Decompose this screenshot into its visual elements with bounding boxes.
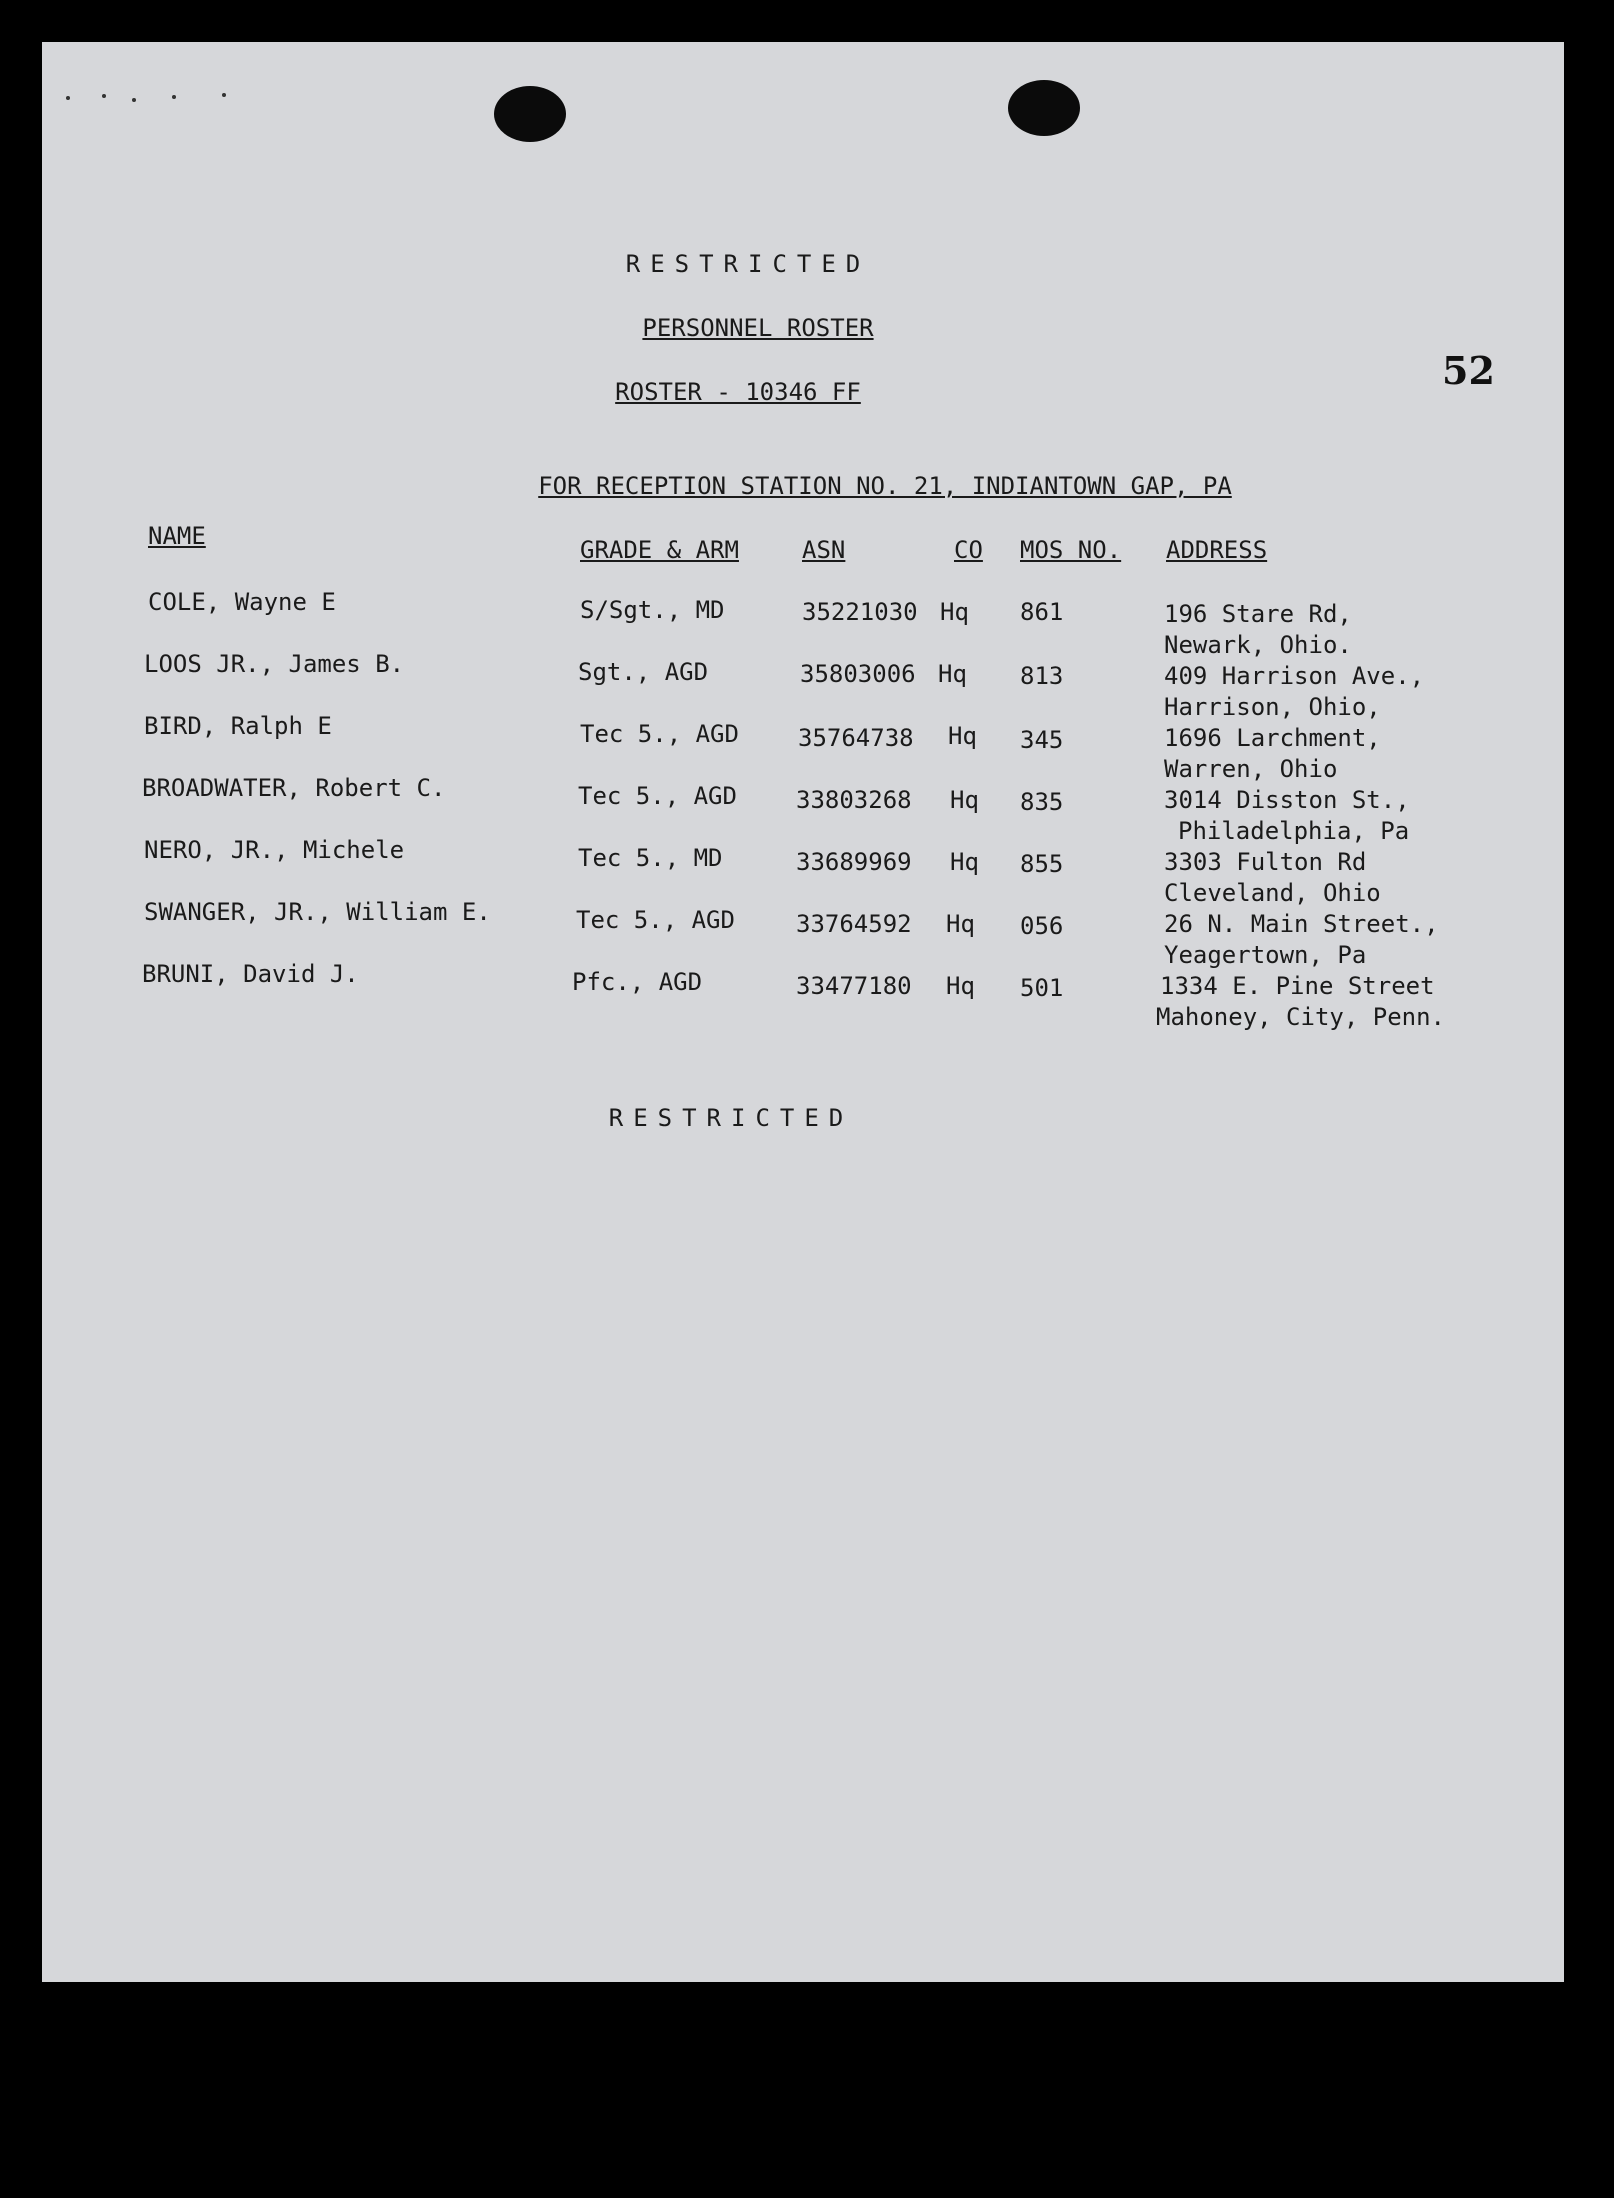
address-line: Mahoney, City, Penn. xyxy=(1156,1003,1445,1031)
cell-mos: 861 xyxy=(1020,598,1064,626)
cell-asn: 35803006 xyxy=(800,660,916,688)
cell-mos: 835 xyxy=(1020,788,1064,816)
document-title: PERSONNEL ROSTER xyxy=(642,314,874,342)
cell-co: Hq xyxy=(946,972,975,1000)
address-line: 3014 Disston St., xyxy=(1164,786,1410,814)
cell-co: Hq xyxy=(938,660,967,688)
address-line: Philadelphia, Pa xyxy=(1178,817,1410,845)
header-classification: RESTRICTED xyxy=(625,250,871,278)
cell-co: Hq xyxy=(950,848,979,876)
roster-number: ROSTER - 10346 FF xyxy=(615,378,861,406)
cell-co: Hq xyxy=(950,786,979,814)
cell-grade: S/Sgt., MD xyxy=(580,596,725,624)
cell-name: NERO, JR., Michele xyxy=(144,836,405,864)
cell-grade: Tec 5., AGD xyxy=(576,906,735,934)
cell-asn: 33477180 xyxy=(796,972,912,1000)
cell-name: COLE, Wayne E xyxy=(148,588,336,616)
header-mos: MOS NO. xyxy=(1020,536,1122,564)
punch-hole-left xyxy=(494,86,566,142)
address-line: 409 Harrison Ave., xyxy=(1164,662,1425,690)
header-grade-arm: GRADE & ARM xyxy=(580,536,739,564)
cell-co: Hq xyxy=(940,598,969,626)
paper-specks xyxy=(62,92,242,102)
address-line: 26 N. Main Street., xyxy=(1164,910,1439,938)
cell-name: SWANGER, JR., William E. xyxy=(144,898,491,926)
address-line: Cleveland, Ohio xyxy=(1164,879,1381,907)
cell-grade: Tec 5., MD xyxy=(578,844,723,872)
address-line: Yeagertown, Pa xyxy=(1164,941,1367,969)
address-line: 3303 Fulton Rd xyxy=(1164,848,1367,876)
cell-mos: 345 xyxy=(1020,726,1064,754)
document-subtitle: FOR RECEPTION STATION NO. 21, INDIANTOWN GAP, PA xyxy=(538,472,1232,500)
address-line: Warren, Ohio xyxy=(1164,755,1338,783)
address-line: Newark, Ohio. xyxy=(1164,631,1352,659)
cell-co: Hq xyxy=(946,910,975,938)
cell-name: BRUNI, David J. xyxy=(142,960,359,988)
header-name: NAME xyxy=(148,522,206,550)
cell-mos: 813 xyxy=(1020,662,1064,690)
cell-asn: 33689969 xyxy=(796,848,912,876)
cell-mos: 056 xyxy=(1020,912,1064,940)
cell-mos: 855 xyxy=(1020,850,1064,878)
cell-asn: 33764592 xyxy=(796,910,912,938)
cell-asn: 35221030 xyxy=(802,598,918,626)
cell-name: BIRD, Ralph E xyxy=(144,712,332,740)
cell-name: LOOS JR., James B. xyxy=(144,650,405,678)
cell-grade: Sgt., AGD xyxy=(578,658,709,686)
address-line: 196 Stare Rd, xyxy=(1164,600,1352,628)
cell-grade: Pfc., AGD xyxy=(572,968,703,996)
cell-asn: 33803268 xyxy=(796,786,912,814)
header-address: ADDRESS xyxy=(1166,536,1268,564)
cell-grade: Tec 5., AGD xyxy=(580,720,739,748)
document-page xyxy=(42,42,1564,1982)
header-co: CO xyxy=(954,536,983,564)
cell-co: Hq xyxy=(948,722,977,750)
page-number: 52 xyxy=(1442,348,1495,393)
footer-classification: RESTRICTED xyxy=(608,1104,854,1132)
address-line: Harrison, Ohio, xyxy=(1164,693,1381,721)
cell-grade: Tec 5., AGD xyxy=(578,782,737,810)
cell-name: BROADWATER, Robert C. xyxy=(142,774,446,802)
cell-mos: 501 xyxy=(1020,974,1064,1002)
address-line: 1334 E. Pine Street xyxy=(1160,972,1435,1000)
cell-asn: 35764738 xyxy=(798,724,914,752)
address-line: 1696 Larchment, xyxy=(1164,724,1381,752)
punch-hole-right xyxy=(1008,80,1080,136)
header-asn: ASN xyxy=(802,536,846,564)
